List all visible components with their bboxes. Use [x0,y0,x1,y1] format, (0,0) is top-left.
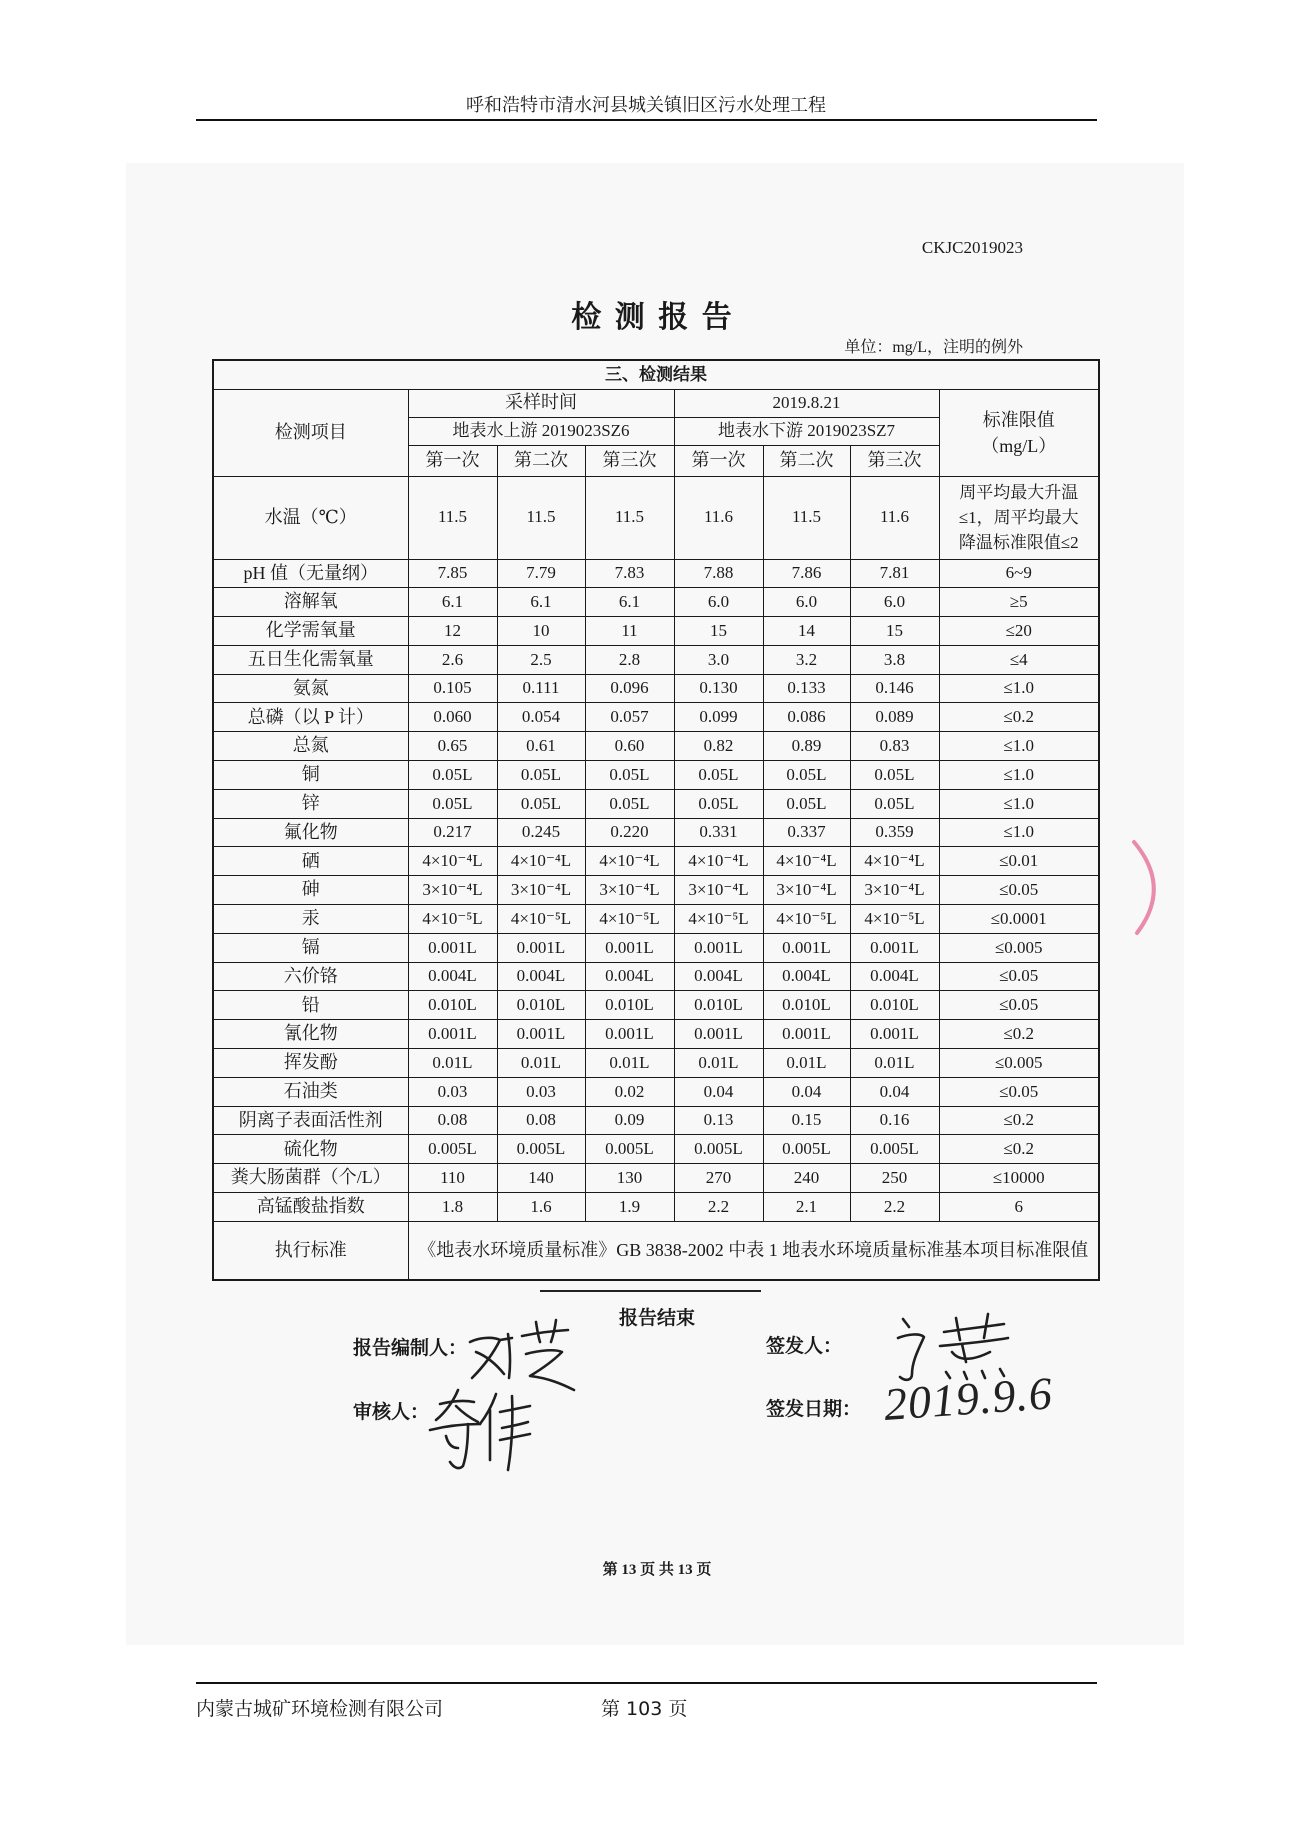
result-value-cell: 0.099 [674,703,763,732]
standard-limit-cell: ≤0.05 [939,1077,1099,1106]
table-row [213,876,1099,905]
closing-divider [540,1290,761,1292]
result-value-cell: 0.133 [763,674,850,703]
result-value-cell: 0.01L [408,1049,497,1078]
result-value-cell: 0.01L [850,1049,939,1078]
result-value-cell: 0.89 [763,732,850,761]
result-value-cell: 2.2 [850,1193,939,1222]
result-value-cell: 0.004L [763,962,850,991]
result-value-cell: 4×10⁻⁵L [408,905,497,934]
result-value-cell: 0.04 [850,1077,939,1106]
result-value-cell: 0.82 [674,732,763,761]
result-value-cell: 0.001L [585,933,674,962]
result-value-cell: 3×10⁻⁴L [850,876,939,905]
item-name-cell: 总氮 [213,732,408,761]
result-value-cell: 0.010L [674,991,763,1020]
item-header-cell: 检测项目 [213,389,408,476]
result-value-cell: 0.83 [850,732,939,761]
result-value-cell: 4×10⁻⁴L [674,847,763,876]
result-value-cell: 4×10⁻⁴L [585,847,674,876]
standard-limit-cell: ≤1.0 [939,761,1099,790]
section-title-cell: 三、检测结果 [213,360,1099,389]
result-value-cell: 0.04 [674,1077,763,1106]
standard-limit-cell: ≤1.0 [939,732,1099,761]
result-value-cell: 11.5 [763,476,850,559]
result-value-cell: 6.1 [497,588,585,617]
result-value-cell: 0.02 [585,1077,674,1106]
result-value-cell: 4×10⁻⁵L [497,905,585,934]
item-name-cell: 五日生化需氧量 [213,645,408,674]
result-value-cell: 4×10⁻⁵L [850,905,939,934]
result-value-cell: 2.5 [497,645,585,674]
table-row [213,847,1099,876]
result-value-cell: 2.6 [408,645,497,674]
result-value-cell: 11.6 [674,476,763,559]
standard-limit-cell: ≤4 [939,645,1099,674]
result-value-cell: 0.010L [850,991,939,1020]
item-name-cell: 锌 [213,789,408,818]
table-row [213,933,1099,962]
table-row [213,645,1099,674]
result-value-cell: 7.88 [674,559,763,588]
standard-limit-cell: ≤0.2 [939,1135,1099,1164]
result-value-cell: 0.01L [585,1049,674,1078]
result-value-cell: 0.010L [763,991,850,1020]
standard-limit-cell: ≤0.2 [939,703,1099,732]
table-row [213,1135,1099,1164]
execution-standard-label: 执行标准 [213,1221,408,1280]
result-value-cell: 0.05L [497,761,585,790]
section-title-row [213,360,1099,389]
result-value-cell: 0.010L [497,991,585,1020]
result-value-cell: 0.13 [674,1106,763,1135]
item-name-cell: 汞 [213,905,408,934]
result-value-cell: 11.5 [585,476,674,559]
result-value-cell: 0.08 [497,1106,585,1135]
result-value-cell: 15 [850,617,939,646]
item-name-cell: 氨氮 [213,674,408,703]
result-value-cell: 130 [585,1164,674,1193]
result-value-cell: 4×10⁻⁵L [674,905,763,934]
result-value-cell: 270 [674,1164,763,1193]
result-value-cell: 0.05L [674,761,763,790]
result-value-cell: 0.111 [497,674,585,703]
result-value-cell: 0.001L [763,1020,850,1049]
result-value-cell: 0.01L [763,1049,850,1078]
standard-limit-cell: ≤0.01 [939,847,1099,876]
result-value-cell: 0.086 [763,703,850,732]
sampling-date: 2019.8.21 [674,389,939,417]
standard-limit-cell: ≥5 [939,588,1099,617]
result-value-cell: 11 [585,617,674,646]
standard-limit-cell: ≤1.0 [939,818,1099,847]
result-value-cell: 6.0 [763,588,850,617]
result-value-cell: 2.8 [585,645,674,674]
result-value-cell: 0.105 [408,674,497,703]
result-value-cell: 0.245 [497,818,585,847]
standard-limit-cell: ≤10000 [939,1164,1099,1193]
result-value-cell: 0.001L [408,933,497,962]
table-row [213,732,1099,761]
standard-limit-cell: ≤20 [939,617,1099,646]
result-value-cell: 250 [850,1164,939,1193]
result-value-cell: 4×10⁻⁴L [408,847,497,876]
result-value-cell: 1.8 [408,1193,497,1222]
result-value-cell: 0.146 [850,674,939,703]
item-name-cell: 阴离子表面活性剂 [213,1106,408,1135]
result-value-cell: 0.15 [763,1106,850,1135]
report-end-text: 报告结束 [618,1308,695,1329]
project-title: 呼和浩特市清水河县城关镇旧区污水处理工程 [466,95,826,115]
result-value-cell: 0.130 [674,674,763,703]
results-table [212,359,1100,1281]
result-value-cell: 0.001L [763,933,850,962]
table-row [213,1020,1099,1049]
item-name-cell: 石油类 [213,1077,408,1106]
result-value-cell: 0.001L [408,1020,497,1049]
footer-page-number: 第 103 页 [601,1698,688,1720]
result-value-cell: 7.83 [585,559,674,588]
result-value-cell: 0.337 [763,818,850,847]
standard-limit-cell: ≤1.0 [939,789,1099,818]
result-value-cell: 3×10⁻⁴L [763,876,850,905]
standard-limit-cell: ≤0.05 [939,991,1099,1020]
standard-limit-line: ≤1，周平均最大 [958,508,1079,527]
item-name-cell: 砷 [213,876,408,905]
result-value-cell: 240 [763,1164,850,1193]
result-value-cell: 0.005L [585,1135,674,1164]
table-row [213,991,1099,1020]
item-name-cell: 镉 [213,933,408,962]
result-value-cell: 2.2 [674,1193,763,1222]
standard-limit-cell: ≤0.0001 [939,905,1099,934]
result-value-cell: 4×10⁻⁴L [497,847,585,876]
result-value-cell: 0.004L [585,962,674,991]
result-value-cell: 3×10⁻⁴L [674,876,763,905]
result-value-cell: 1.9 [585,1193,674,1222]
table-row [213,617,1099,646]
result-value-cell: 0.65 [408,732,497,761]
result-value-cell: 7.81 [850,559,939,588]
header-row-sampling [213,389,1099,417]
table-row [213,789,1099,818]
standard-limit-cell: ≤1.0 [939,674,1099,703]
result-value-cell: 4×10⁻⁴L [850,847,939,876]
issuer-label: 签发人： [766,1336,843,1357]
page-number: 第 13 页 共 13 页 [602,1562,712,1578]
table-row [213,761,1099,790]
table-row [213,818,1099,847]
result-value-cell: 0.05L [408,761,497,790]
table-row [213,588,1099,617]
standard-limit-cell: ≤0.05 [939,876,1099,905]
result-value-cell: 15 [674,617,763,646]
downstream-site-label: 地表水下游 2019023SZ7 [674,417,939,445]
table-row [213,962,1099,991]
result-rows [213,559,1099,1221]
result-value-cell: 0.03 [408,1077,497,1106]
standard-limit-line: 周平均最大升温 [959,483,1079,502]
table-row-water-temperature [213,476,1099,559]
result-value-cell: 3.2 [763,645,850,674]
result-value-cell: 0.04 [763,1077,850,1106]
result-value-cell: 0.09 [585,1106,674,1135]
result-value-cell: 0.010L [585,991,674,1020]
result-value-cell: 0.005L [497,1135,585,1164]
item-name-cell: 硒 [213,847,408,876]
table-row [213,674,1099,703]
result-value-cell: 0.001L [850,933,939,962]
result-value-cell: 14 [763,617,850,646]
result-value-cell: 6.1 [408,588,497,617]
result-value-cell: 0.60 [585,732,674,761]
result-value-cell: 2.1 [763,1193,850,1222]
result-value-cell: 0.001L [850,1020,939,1049]
issue-date-label: 签发日期： [766,1399,862,1420]
footer-divider [196,1682,1097,1684]
result-value-cell: 0.05L [408,789,497,818]
result-value-cell: 7.86 [763,559,850,588]
result-value-cell: 0.01L [497,1049,585,1078]
result-value-cell: 140 [497,1164,585,1193]
result-value-cell: 6.1 [585,588,674,617]
standard-limit-cell: ≤0.2 [939,1106,1099,1135]
result-value-cell: 0.005L [408,1135,497,1164]
result-value-cell: 0.61 [497,732,585,761]
result-value-cell: 0.057 [585,703,674,732]
result-value-cell: 10 [497,617,585,646]
result-value-cell: 0.16 [850,1106,939,1135]
result-value-cell: 0.001L [497,1020,585,1049]
result-value-cell: 0.005L [850,1135,939,1164]
result-value-cell: 3×10⁻⁴L [497,876,585,905]
item-name-cell: 挥发酚 [213,1049,408,1078]
round-header: 第三次 [850,445,939,476]
result-value-cell: 0.331 [674,818,763,847]
result-value-cell: 0.005L [763,1135,850,1164]
result-value-cell: 3.0 [674,645,763,674]
item-name-cell: 总磷（以 P 计） [213,703,408,732]
result-value-cell: 4×10⁻⁵L [585,905,674,934]
result-value-cell: 3×10⁻⁴L [585,876,674,905]
item-name-cell: 铜 [213,761,408,790]
execution-standard-text: 《地表水环境质量标准》GB 3838-2002 中表 1 地表水环境质量标准基本项目标准限值 [408,1221,1099,1280]
result-value-cell: 11.5 [497,476,585,559]
round-header: 第一次 [674,445,763,476]
result-value-cell: 0.004L [497,962,585,991]
result-value-cell: 4×10⁻⁵L [763,905,850,934]
item-name-cell: 氟化物 [213,818,408,847]
result-value-cell: 0.005L [674,1135,763,1164]
result-value-cell: 11.5 [408,476,497,559]
standard-limit-cell [939,476,1099,559]
round-header: 第二次 [497,445,585,476]
header-divider [196,119,1097,121]
item-name-cell: 铅 [213,991,408,1020]
table-row [213,1077,1099,1106]
item-name-cell: 化学需氧量 [213,617,408,646]
result-value-cell: 0.001L [497,933,585,962]
standard-limit-cell: ≤0.005 [939,933,1099,962]
standard-limit-cell: 6 [939,1193,1099,1222]
result-value-cell: 0.05L [763,789,850,818]
item-name-cell: 六价铬 [213,962,408,991]
standard-header-unit: （mg/L） [981,435,1057,456]
standard-header-cell [939,389,1099,476]
result-value-cell: 0.359 [850,818,939,847]
item-name-cell: pH 值（无量纲） [213,559,408,588]
result-value-cell: 0.089 [850,703,939,732]
result-value-cell: 0.004L [850,962,939,991]
issue-date-handwritten: 2019.9.6 [882,1367,1055,1430]
report-number: CKJC2019023 [921,238,1023,257]
result-value-cell: 3.8 [850,645,939,674]
result-value-cell: 3×10⁻⁴L [408,876,497,905]
result-value-cell: 4×10⁻⁴L [763,847,850,876]
round-header: 第一次 [408,445,497,476]
round-header: 第三次 [585,445,674,476]
result-value-cell: 11.6 [850,476,939,559]
standard-limit-cell: 6~9 [939,559,1099,588]
result-value-cell: 0.03 [497,1077,585,1106]
upstream-site-label: 地表水上游 2019023SZ6 [408,417,674,445]
result-value-cell: 0.05L [850,789,939,818]
standard-limit-line: 降温标准限值≤2 [958,533,1079,552]
result-value-cell: 7.79 [497,559,585,588]
result-value-cell: 0.05L [763,761,850,790]
unit-note: 单位：mg/L，注明的例外 [844,339,1023,356]
result-value-cell: 0.060 [408,703,497,732]
result-value-cell: 6.0 [674,588,763,617]
result-value-cell: 0.004L [408,962,497,991]
result-value-cell: 0.05L [850,761,939,790]
standard-limit-cell: ≤0.005 [939,1049,1099,1078]
result-value-cell: 0.220 [585,818,674,847]
result-value-cell: 0.05L [497,789,585,818]
table-row [213,1193,1099,1222]
result-value-cell: 0.004L [674,962,763,991]
round-header: 第二次 [763,445,850,476]
result-value-cell: 0.05L [585,789,674,818]
item-name-cell: 氰化物 [213,1020,408,1049]
result-value-cell: 0.096 [585,674,674,703]
result-value-cell: 0.05L [674,789,763,818]
item-name-cell: 溶解氧 [213,588,408,617]
standard-limit-cell: ≤0.05 [939,962,1099,991]
result-value-cell: 110 [408,1164,497,1193]
table-row [213,1049,1099,1078]
table-row [213,559,1099,588]
table-row [213,1164,1099,1193]
item-name-cell: 水温（℃） [213,476,408,559]
reviewer-label: 审核人： [353,1402,430,1423]
result-value-cell: 0.001L [674,1020,763,1049]
item-name-cell: 高锰酸盐指数 [213,1193,408,1222]
sampling-time-label: 采样时间 [408,389,674,417]
result-value-cell: 0.054 [497,703,585,732]
result-value-cell: 0.001L [585,1020,674,1049]
result-value-cell: 0.217 [408,818,497,847]
table-row [213,703,1099,732]
standard-header-title: 标准限值 [982,409,1055,430]
result-value-cell: 1.6 [497,1193,585,1222]
table-row-execution-standard [213,1221,1099,1280]
result-value-cell: 0.010L [408,991,497,1020]
result-value-cell: 0.001L [674,933,763,962]
result-value-cell: 0.05L [585,761,674,790]
result-value-cell: 12 [408,617,497,646]
report-title: 检 测 报 告 [571,301,735,334]
result-value-cell: 7.85 [408,559,497,588]
table-row [213,905,1099,934]
compiler-label: 报告编制人： [353,1338,468,1359]
result-value-cell: 0.08 [408,1106,497,1135]
table-row [213,1106,1099,1135]
result-value-cell: 0.01L [674,1049,763,1078]
result-value-cell: 6.0 [850,588,939,617]
item-name-cell: 粪大肠菌群（个/L） [213,1164,408,1193]
item-name-cell: 硫化物 [213,1135,408,1164]
standard-limit-cell: ≤0.2 [939,1020,1099,1049]
footer-company: 内蒙古城矿环境检测有限公司 [196,1698,444,1720]
